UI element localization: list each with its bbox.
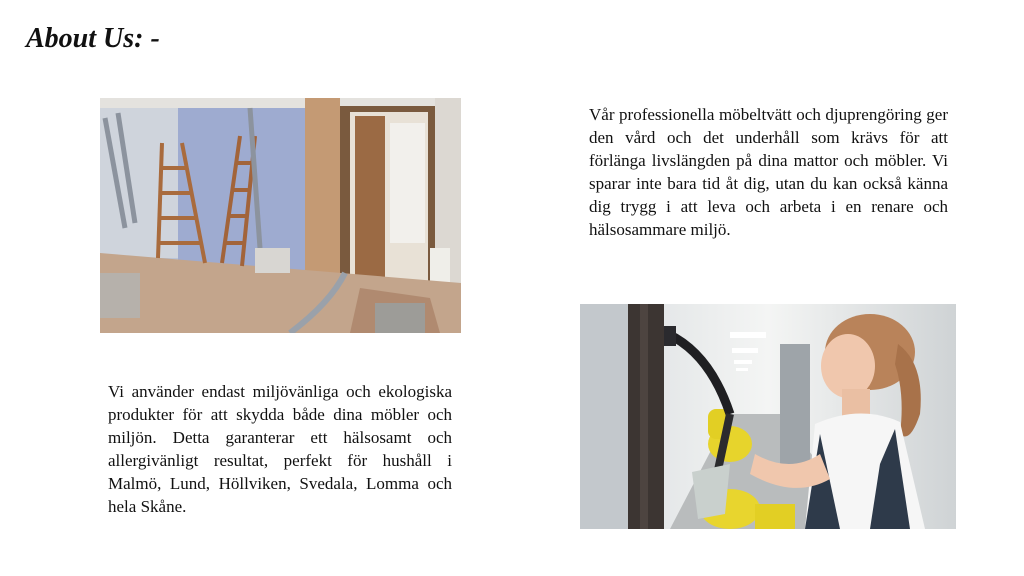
page-title: About Us: - bbox=[26, 23, 160, 54]
eco-products-paragraph: Vi använder endast miljövänliga och ekologiska produkter för att skydda både dina möbler och miljön. Detta garanterar ett hälsosamt och allergivänligt resultat, perfekt för hushåll i Malmö, Lund, Höllviken, Svedala, Lomma och hela Skåne. bbox=[108, 382, 452, 516]
cleaning-photo bbox=[580, 304, 956, 529]
intro-paragraph: Vår professionella möbeltvätt och djuprengöring ger den vård och det underhåll som krävs för att förlänga livslängden på dina mattor och möbler. Vi sparar inte bara tid åt dig, utan du kan också känna dig trygg i att leva och arbeta i en renare och hälsosammare miljö. bbox=[589, 105, 948, 239]
renovation-photo bbox=[100, 98, 461, 333]
